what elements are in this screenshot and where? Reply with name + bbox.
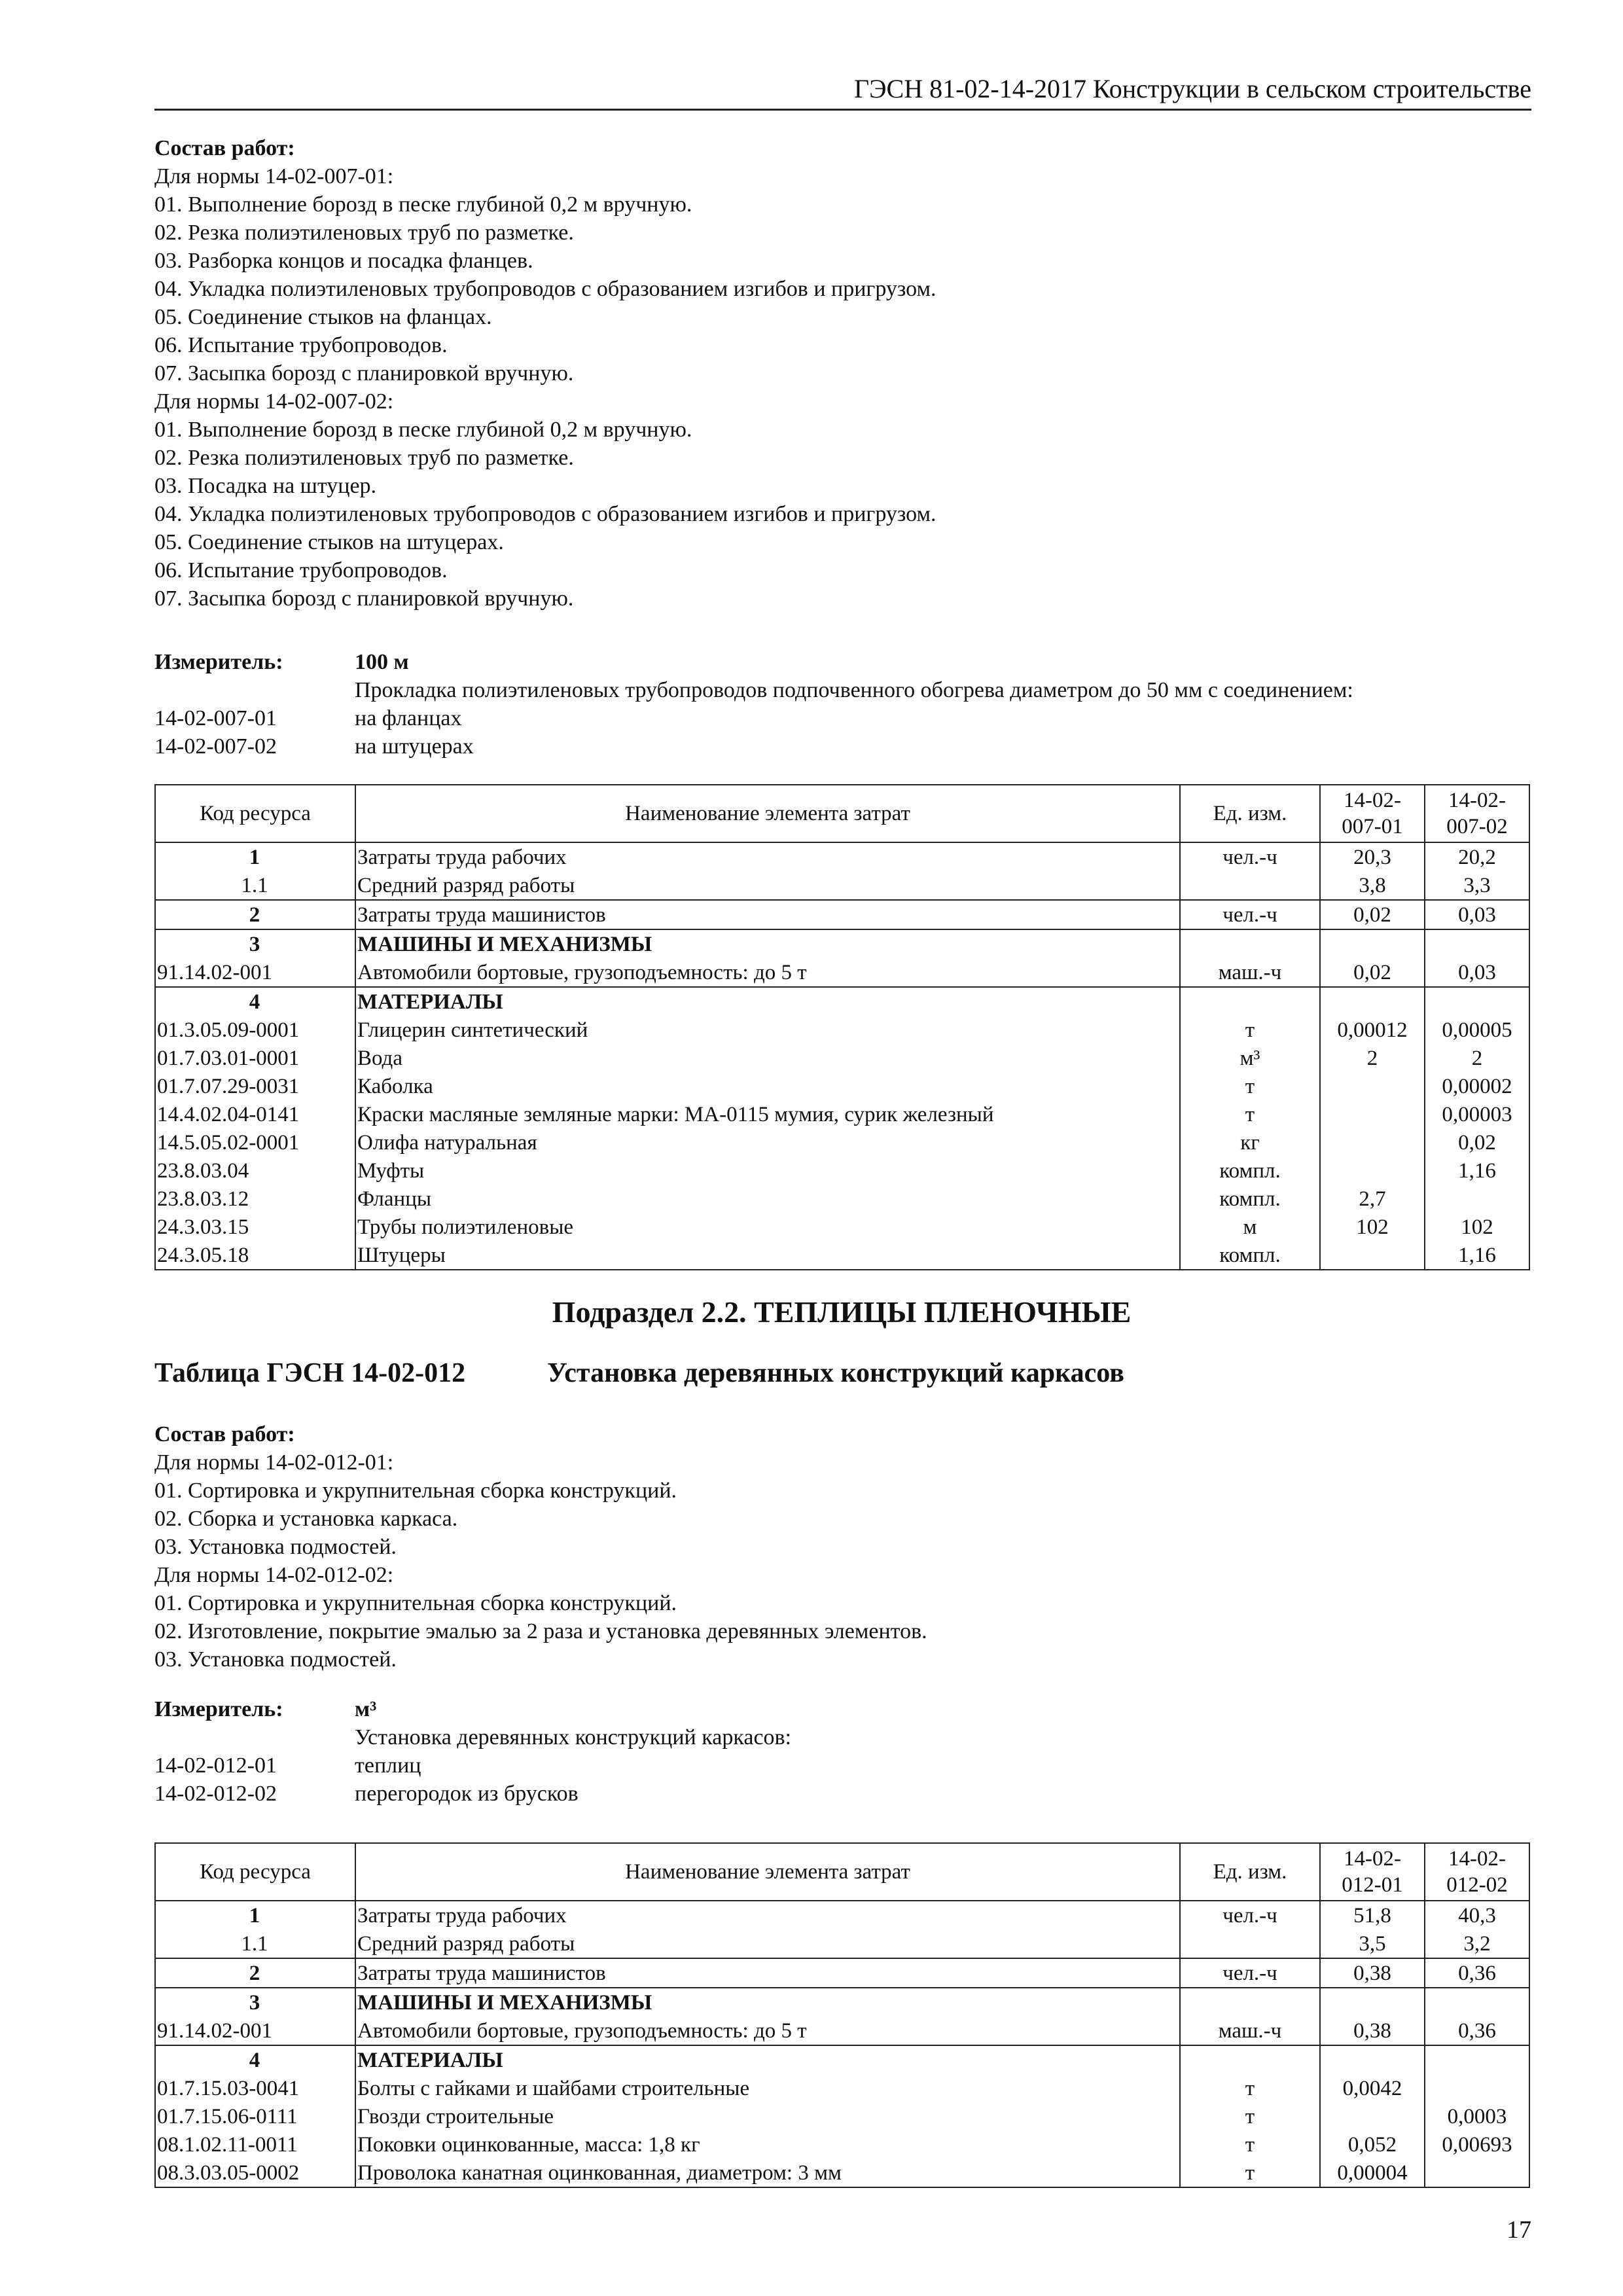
cost-element-cell: Проволока канатная оцинкованная, диаметром: 3 мм xyxy=(355,2159,1180,2187)
table-row xyxy=(155,1988,1529,2017)
table-row xyxy=(155,1016,1529,1044)
work-composition-title: Состав работ: xyxy=(154,136,295,160)
cost-element-cell: МАТЕРИАЛЫ xyxy=(355,987,1180,1016)
unit-cell: м³ xyxy=(1180,1044,1320,1072)
resource-code-cell: 23.8.03.04 xyxy=(155,1157,355,1185)
work-line: Для нормы 14-02-007-02: xyxy=(154,389,394,414)
table-row xyxy=(155,1929,1529,1958)
cost-element-cell: Каболка xyxy=(355,1072,1180,1100)
norm-2-value-cell: 40,3 xyxy=(1425,1901,1529,1929)
measurer-block-1 xyxy=(154,648,1548,761)
resource-code-cell: 4 xyxy=(155,987,355,1016)
cost-element-cell: МАШИНЫ И МЕХАНИЗМЫ xyxy=(355,929,1180,958)
norm-2-value-cell: 0,0003 xyxy=(1425,2102,1529,2130)
work-line: Для нормы 14-02-012-01: xyxy=(154,1450,394,1475)
cost-element-cell: Поковки оцинкованные, масса: 1,8 кг xyxy=(355,2130,1180,2159)
table-title-label: Таблица ГЭСН 14-02-012 xyxy=(154,1358,466,1388)
unit-cell xyxy=(1180,1988,1320,2017)
resource-code-cell: 24.3.05.18 xyxy=(155,1241,355,1270)
norm-2-value-cell: 0,03 xyxy=(1425,958,1529,987)
table-title xyxy=(154,1355,1529,1391)
work-line: Для нормы 14-02-012-02: xyxy=(154,1563,394,1587)
resource-code-cell: 01.7.07.29-0031 xyxy=(155,1072,355,1100)
norm-2-value-cell: 0,03 xyxy=(1425,900,1529,929)
work-composition-1 xyxy=(154,134,1548,613)
norm-1-value-cell: 3,5 xyxy=(1320,1929,1425,1958)
table-row xyxy=(155,900,1529,929)
norm-1-value-cell xyxy=(1320,1157,1425,1185)
cost-element-cell: Гвозди строительные xyxy=(355,2102,1180,2130)
norm-1-value-cell: 0,02 xyxy=(1320,900,1425,929)
cost-element-cell: Средний разряд работы xyxy=(355,871,1180,900)
norm-1-value-cell xyxy=(1320,1072,1425,1100)
norm-1-value-cell: 51,8 xyxy=(1320,1901,1425,1929)
measurer-description: Прокладка полиэтиленовых трубопроводов подпочвенного обогрева диаметром до 50 мм с соединением: xyxy=(355,678,1353,702)
norm-1-value-cell: 0,00012 xyxy=(1320,1016,1425,1044)
resource-code-cell: 1 xyxy=(155,1901,355,1929)
resource-code-cell: 08.3.03.05-0002 xyxy=(155,2159,355,2187)
header-norm-1: 14-02- 007-01 xyxy=(1320,785,1425,842)
work-lines xyxy=(154,162,1548,613)
cost-element-cell: Глицерин синтетический xyxy=(355,1016,1180,1044)
work-line: 03. Посадка на штуцер. xyxy=(154,474,377,498)
measurer-value: м³ xyxy=(355,1697,377,1721)
norm-2-value-cell: 0,36 xyxy=(1425,1958,1529,1988)
work-line: 05. Соединение стыков на фланцах. xyxy=(154,305,492,329)
norm-1-value-cell xyxy=(1320,929,1425,958)
resource-code-cell: 14.5.05.02-0001 xyxy=(155,1128,355,1157)
norm-1-value-cell xyxy=(1320,2102,1425,2130)
unit-cell: чел.-ч xyxy=(1180,1901,1320,1929)
header-cost-element: Наименование элемента затрат xyxy=(355,1843,1180,1901)
norm-1-value-cell xyxy=(1320,2045,1425,2074)
table-row xyxy=(155,1044,1529,1072)
work-line: 07. Засыпка борозд с планировкой вручную. xyxy=(154,586,574,611)
unit-cell: т xyxy=(1180,1072,1320,1100)
norm-2-value-cell: 0,00693 xyxy=(1425,2130,1529,2159)
resource-code-cell: 3 xyxy=(155,929,355,958)
norm-text: на штуцерах xyxy=(355,734,474,759)
running-header: ГЭСН 81-02-14-2017 Конструкции в сельском строительстве xyxy=(154,71,1531,111)
norm-1-value-cell: 102 xyxy=(1320,1213,1425,1241)
table-row xyxy=(155,1901,1529,1929)
norm-2-value-cell: 1,16 xyxy=(1425,1241,1529,1270)
norm-1-value-cell: 3,8 xyxy=(1320,871,1425,900)
norm-2-value-cell: 102 xyxy=(1425,1213,1529,1241)
header-norm-2: 14-02- 007-02 xyxy=(1425,785,1529,842)
unit-cell: т xyxy=(1180,1100,1320,1128)
norm-1-value-cell xyxy=(1320,1241,1425,1270)
norm-2-value-cell: 3,2 xyxy=(1425,1929,1529,1958)
resource-code-cell: 2 xyxy=(155,1958,355,1988)
norm-2-value-cell: 3,3 xyxy=(1425,871,1529,900)
work-line: 04. Укладка полиэтиленовых трубопроводов с образованием изгибов и пригрузом. xyxy=(154,502,936,526)
norm-1-value-cell xyxy=(1320,1988,1425,2017)
norm-text: перегородок из брусков xyxy=(355,1782,579,1806)
header-resource-code: Код ресурса xyxy=(155,1843,355,1901)
norm-1-value-cell: 20,3 xyxy=(1320,842,1425,871)
norm-1-value-cell: 2 xyxy=(1320,1044,1425,1072)
table-row xyxy=(155,2159,1529,2187)
norm-2-value-cell xyxy=(1425,2045,1529,2074)
cost-element-cell: Краски масляные земляные марки: МА-0115 мумия, сурик железный xyxy=(355,1100,1180,1128)
norm-2-value-cell: 2 xyxy=(1425,1044,1529,1072)
resource-code-cell: 3 xyxy=(155,1988,355,2017)
norm-1-value-cell: 0,052 xyxy=(1320,2130,1425,2159)
norm-1-value-cell: 0,02 xyxy=(1320,958,1425,987)
resource-code-cell: 1.1 xyxy=(155,871,355,900)
table-row xyxy=(155,1185,1529,1213)
resource-code-cell: 24.3.03.15 xyxy=(155,1213,355,1241)
norm-2-value-cell xyxy=(1425,1988,1529,2017)
unit-cell: чел.-ч xyxy=(1180,900,1320,929)
norm-1-value-cell xyxy=(1320,987,1425,1016)
work-line: 07. Засыпка борозд с планировкой вручную. xyxy=(154,361,574,386)
cost-element-cell: Средний разряд работы xyxy=(355,1929,1180,1958)
unit-cell xyxy=(1180,929,1320,958)
cost-element-cell: МАШИНЫ И МЕХАНИЗМЫ xyxy=(355,1988,1180,2017)
unit-cell: т xyxy=(1180,2159,1320,2187)
work-line: 02. Изготовление, покрытие эмалью за 2 раза и установка деревянных элементов. xyxy=(154,1619,927,1643)
norm-text: теплиц xyxy=(355,1753,421,1778)
norm-2-value-cell: 0,00002 xyxy=(1425,1072,1529,1100)
work-line: Для нормы 14-02-007-01: xyxy=(154,164,394,188)
work-line: 05. Соединение стыков на штуцерах. xyxy=(154,530,504,554)
table-row xyxy=(155,958,1529,987)
unit-cell: компл. xyxy=(1180,1185,1320,1213)
unit-cell: м xyxy=(1180,1213,1320,1241)
resource-table-1 xyxy=(154,784,1530,1270)
work-line: 02. Резка полиэтиленовых труб по разметке. xyxy=(154,446,574,470)
resource-code-cell: 1.1 xyxy=(155,1929,355,1958)
table-row xyxy=(155,1213,1529,1241)
work-line: 02. Резка полиэтиленовых труб по разметке. xyxy=(154,221,574,245)
table-row xyxy=(155,1241,1529,1270)
resource-code-cell: 01.7.15.03-0041 xyxy=(155,2074,355,2102)
resource-code-cell: 2 xyxy=(155,900,355,929)
work-line: 06. Испытание трубопроводов. xyxy=(154,333,448,357)
header-unit: Ед. изм. xyxy=(1180,1843,1320,1901)
work-lines xyxy=(154,1448,1548,1674)
unit-cell: т xyxy=(1180,2130,1320,2159)
norm-code: 14-02-007-01 xyxy=(154,706,277,730)
table-row xyxy=(155,1128,1529,1157)
resource-code-cell: 4 xyxy=(155,2045,355,2074)
header-cost-element: Наименование элемента затрат xyxy=(355,785,1180,842)
work-line: 03. Установка подмостей. xyxy=(154,1647,397,1672)
unit-cell xyxy=(1180,871,1320,900)
measurer-value: 100 м xyxy=(355,650,409,674)
work-composition-2 xyxy=(154,1420,1548,1674)
unit-cell xyxy=(1180,1929,1320,1958)
table-row xyxy=(155,1958,1529,1988)
table-row xyxy=(155,2045,1529,2074)
cost-element-cell: Штуцеры xyxy=(355,1241,1180,1270)
norm-1-value-cell xyxy=(1320,1128,1425,1157)
cost-element-cell: Автомобили бортовые, грузоподъемность: до 5 т xyxy=(355,2017,1180,2045)
unit-cell: маш.-ч xyxy=(1180,958,1320,987)
header-unit: Ед. изм. xyxy=(1180,785,1320,842)
norm-2-value-cell xyxy=(1425,987,1529,1016)
unit-cell: т xyxy=(1180,2102,1320,2130)
norm-2-value-cell xyxy=(1425,2074,1529,2102)
norm-2-value-cell xyxy=(1425,1185,1529,1213)
work-line: 01. Сортировка и укрупнительная сборка конструкций. xyxy=(154,1591,677,1615)
norm-2-value-cell: 0,36 xyxy=(1425,2017,1529,2045)
norm-1-value-cell: 0,38 xyxy=(1320,2017,1425,2045)
work-line: 04. Укладка полиэтиленовых трубопроводов с образованием изгибов и пригрузом. xyxy=(154,277,936,301)
cost-element-cell: МАТЕРИАЛЫ xyxy=(355,2045,1180,2074)
header-resource-code: Код ресурса xyxy=(155,785,355,842)
table-row xyxy=(155,929,1529,958)
table-row xyxy=(155,1157,1529,1185)
norm-2-value-cell: 0,02 xyxy=(1425,1128,1529,1157)
table-row xyxy=(155,1100,1529,1128)
cost-element-cell: Вода xyxy=(355,1044,1180,1072)
page-number: 17 xyxy=(1507,2216,1531,2244)
unit-cell: чел.-ч xyxy=(1180,1958,1320,1988)
cost-element-cell: Затраты труда рабочих xyxy=(355,842,1180,871)
work-line: 03. Разборка концов и посадка фланцев. xyxy=(154,249,533,273)
norm-2-value-cell: 1,16 xyxy=(1425,1157,1529,1185)
norm-text: на фланцах xyxy=(355,706,462,730)
cost-element-cell: Трубы полиэтиленовые xyxy=(355,1213,1180,1241)
norm-code: 14-02-007-02 xyxy=(154,734,277,759)
cost-element-cell: Затраты труда машинистов xyxy=(355,1958,1180,1988)
cost-element-cell: Автомобили бортовые, грузоподъемность: до 5 т xyxy=(355,958,1180,987)
norm-2-value-cell: 20,2 xyxy=(1425,842,1529,871)
measurer-label: Измеритель: xyxy=(154,650,283,674)
resource-table-2 xyxy=(154,1842,1530,2188)
cost-element-cell: Затраты труда рабочих xyxy=(355,1901,1180,1929)
norm-1-value-cell xyxy=(1320,1100,1425,1128)
cost-element-cell: Муфты xyxy=(355,1157,1180,1185)
norm-2-value-cell xyxy=(1425,929,1529,958)
unit-cell xyxy=(1180,2045,1320,2074)
resource-code-cell: 91.14.02-001 xyxy=(155,958,355,987)
norm-code: 14-02-012-02 xyxy=(154,1782,277,1806)
norm-1-value-cell: 0,0042 xyxy=(1320,2074,1425,2102)
measurer-block-2 xyxy=(154,1695,1548,1808)
resource-code-cell: 23.8.03.12 xyxy=(155,1185,355,1213)
cost-element-cell: Болты с гайками и шайбами строительные xyxy=(355,2074,1180,2102)
unit-cell xyxy=(1180,987,1320,1016)
cost-element-cell: Затраты труда машинистов xyxy=(355,900,1180,929)
norm-code: 14-02-012-01 xyxy=(154,1753,277,1778)
table-row xyxy=(155,2074,1529,2102)
resource-code-cell: 14.4.02.04-0141 xyxy=(155,1100,355,1128)
unit-cell: чел.-ч xyxy=(1180,842,1320,871)
resource-code-cell: 1 xyxy=(155,842,355,871)
norm-2-value-cell: 0,00005 xyxy=(1425,1016,1529,1044)
resource-code-cell: 01.3.05.09-0001 xyxy=(155,1016,355,1044)
work-line: 01. Выполнение борозд в песке глубиной 0,2 м вручную. xyxy=(154,418,692,442)
table-row xyxy=(155,2130,1529,2159)
table-row xyxy=(155,2017,1529,2045)
unit-cell: компл. xyxy=(1180,1157,1320,1185)
norm-1-value-cell: 0,38 xyxy=(1320,1958,1425,1988)
unit-cell: компл. xyxy=(1180,1241,1320,1270)
measurer-description: Установка деревянных конструкций каркасов: xyxy=(355,1725,792,1749)
measurer-label: Измеритель: xyxy=(154,1697,283,1721)
norm-2-value-cell: 0,00003 xyxy=(1425,1100,1529,1128)
cost-element-cell: Олифа натуральная xyxy=(355,1128,1180,1157)
resource-code-cell: 01.7.03.01-0001 xyxy=(155,1044,355,1072)
unit-cell: кг xyxy=(1180,1128,1320,1157)
table-row xyxy=(155,987,1529,1016)
work-line: 01. Выполнение борозд в песке глубиной 0,2 м вручную. xyxy=(154,192,692,217)
work-line: 01. Сортировка и укрупнительная сборка конструкций. xyxy=(154,1479,677,1503)
resource-code-cell: 08.1.02.11-0011 xyxy=(155,2130,355,2159)
cost-element-cell: Фланцы xyxy=(355,1185,1180,1213)
norm-2-value-cell xyxy=(1425,2159,1529,2187)
resource-code-cell: 01.7.15.06-0111 xyxy=(155,2102,355,2130)
header-norm-1: 14-02- 012-01 xyxy=(1320,1843,1425,1901)
work-composition-title: Состав работ: xyxy=(154,1422,295,1446)
work-line: 03. Установка подмостей. xyxy=(154,1535,397,1559)
table-row xyxy=(155,842,1529,871)
resource-code-cell: 91.14.02-001 xyxy=(155,2017,355,2045)
norm-1-value-cell: 2,7 xyxy=(1320,1185,1425,1213)
unit-cell: т xyxy=(1180,1016,1320,1044)
table-row xyxy=(155,871,1529,900)
subsection-title: Подраздел 2.2. ТЕПЛИЦЫ ПЛЕНОЧНЫЕ xyxy=(552,1295,1132,1329)
table-row xyxy=(155,2102,1529,2130)
norm-1-value-cell: 0,00004 xyxy=(1320,2159,1425,2187)
unit-cell: маш.-ч xyxy=(1180,2017,1320,2045)
table-row xyxy=(155,1072,1529,1100)
unit-cell: т xyxy=(1180,2074,1320,2102)
work-line: 02. Сборка и установка каркаса. xyxy=(154,1507,458,1531)
work-line: 06. Испытание трубопроводов. xyxy=(154,558,448,583)
table-title-text: Установка деревянных конструкций каркасов xyxy=(547,1358,1124,1388)
header-norm-2: 14-02- 012-02 xyxy=(1425,1843,1529,1901)
